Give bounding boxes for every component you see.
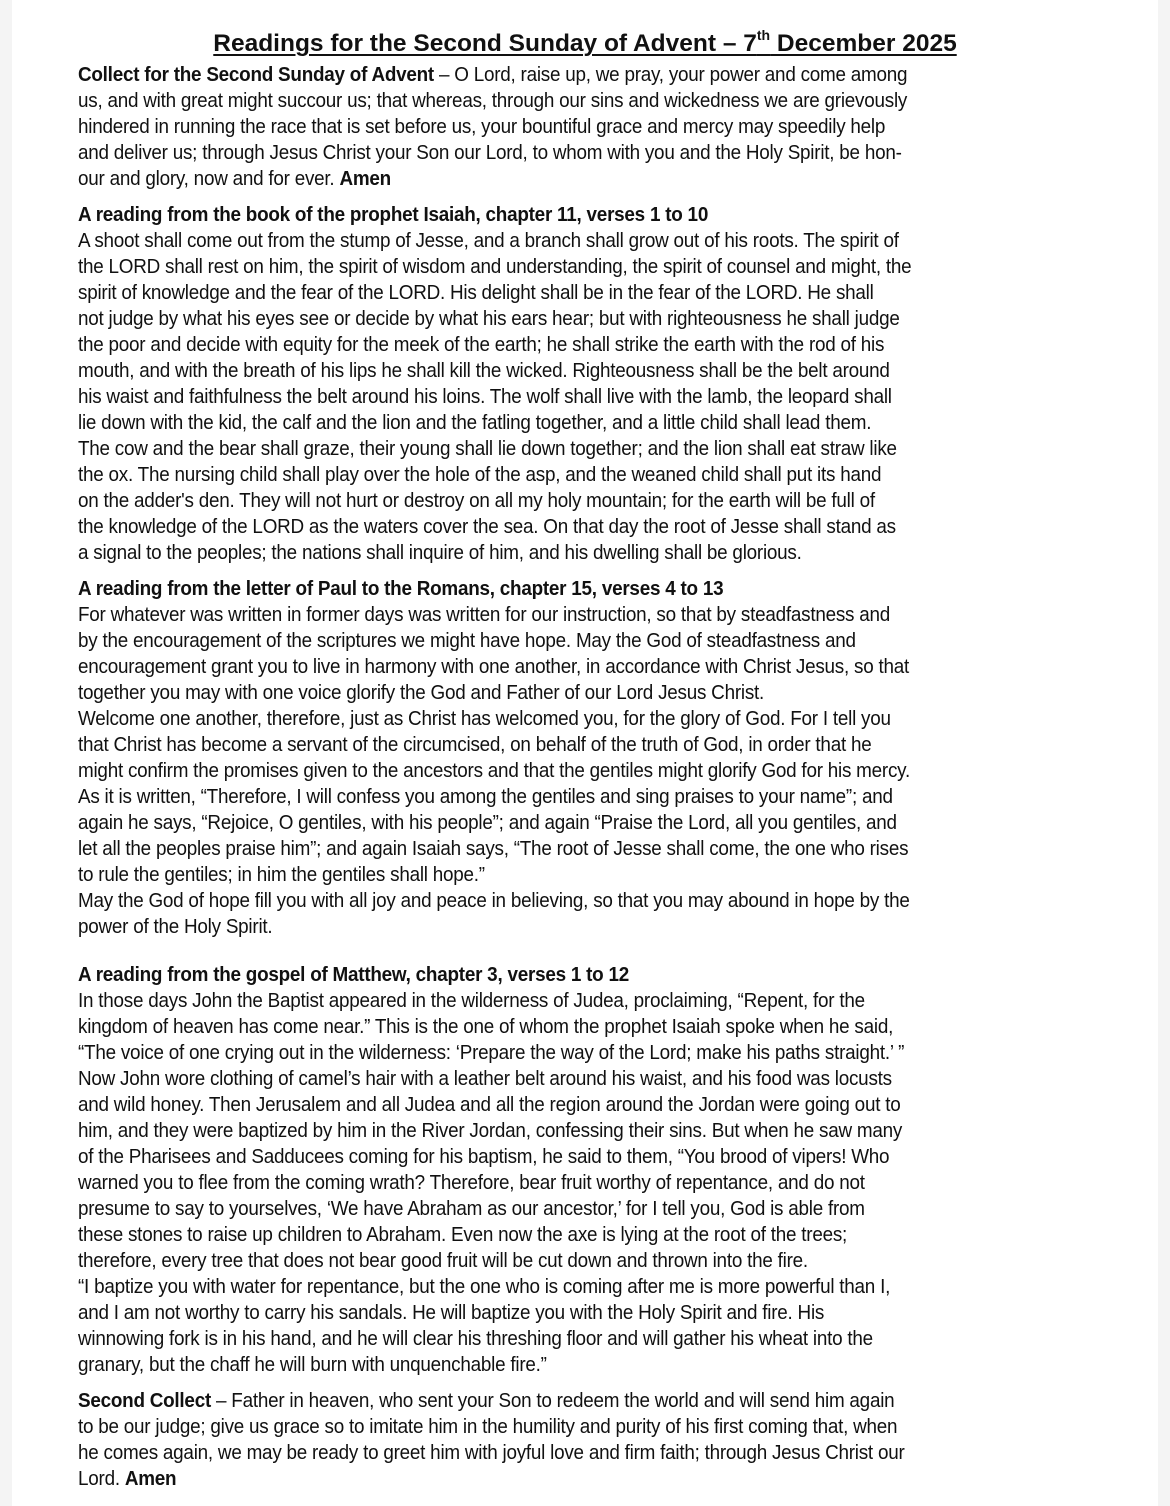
text-line: As it is written, “Therefore, I will confess you among the gentiles and sing praises to your name”; and: [78, 786, 893, 808]
text-line: these stones to raise up children to Abraham. Even now the axe is lying at the root of the trees;: [78, 1224, 848, 1246]
text-line: For whatever was written in former days was written for our instruction, so that by steadfastness and: [78, 604, 891, 626]
text-line: therefore, every tree that does not bear good fruit will be cut down and thrown into the fire.: [78, 1250, 808, 1272]
text-line: A shoot shall come out from the stump of Jesse, and a branch shall grow out of his roots. The spirit of: [78, 230, 899, 252]
text-line: the ox. The nursing child shall play over the hole of the asp, and the weaned child shall put its hand: [78, 464, 882, 486]
text-line: In those days John the Baptist appeared in the wilderness of Judea, proclaiming, “Repent, for the: [78, 990, 865, 1012]
text-line: together you may with one voice glorify the God and Father of our Lord Jesus Christ.: [78, 682, 765, 704]
matthew-text: [78, 988, 1118, 1378]
romans-text: [78, 602, 1118, 940]
text-line: warned you to flee from the coming wrath? Therefore, bear fruit worthy of repentance, and do not: [78, 1172, 865, 1194]
text-line: might confirm the promises given to the ancestors and that the gentiles might glorify God for his mercy.: [78, 760, 910, 782]
romans-heading: A reading from the letter of Paul to the Romans, chapter 15, verses 4 to 13: [78, 578, 724, 600]
text-line: “I baptize you with water for repentance, but the one who is coming after me is more powerful than I,: [78, 1276, 891, 1298]
text-line: encouragement grant you to live in harmony with one another, in accordance with Christ Jesus, so that: [78, 656, 909, 678]
collect-section: [78, 62, 1118, 192]
collect-line: [78, 62, 908, 88]
collect-line: and deliver us; through Jesus Christ your Son our Lord, to whom with you and the Holy Spirit, be hon-: [78, 142, 902, 164]
second-collect-text: – Father in heaven, who sent your Son to redeem the world and will send him again: [211, 1390, 895, 1412]
text-line: a signal to the peoples; the nations shall inquire of him, and his dwelling shall be glorious.: [78, 542, 802, 564]
second-collect-amen: Amen: [124, 1468, 177, 1490]
text-line: the knowledge of the LORD as the waters cover the sea. On that day the root of Jesse shall stand as: [78, 516, 896, 538]
collect-line: [78, 166, 390, 192]
isaiah-text: [78, 228, 1118, 566]
text-line: The cow and the bear shall graze, their young shall lie down together; and the lion shall eat straw like: [78, 438, 897, 460]
matthew-reading: [78, 962, 1118, 1378]
text-line: power of the Holy Spirit.: [78, 916, 273, 938]
second-collect-line: [78, 1388, 895, 1414]
text-line: let all the peoples praise him”; and again Isaiah says, “The root of Jesse shall come, the one who rises: [78, 838, 909, 860]
text-line: not judge by what his eyes see or decide by what his ears hear; but with righteousness he shall judge: [78, 308, 900, 330]
collect-text: – O Lord, raise up, we pray, your power and come among: [433, 64, 908, 86]
second-collect-line: to be our judge; give us grace so to imitate him in the humility and purity of his first coming that, when: [78, 1416, 898, 1438]
title-ordinal-suffix: th: [756, 27, 771, 43]
text-line: winnowing fork is in his hand, and he will clear his threshing floor and will gather his wheat into the: [78, 1328, 873, 1350]
text-line: granary, but the chaff he will burn with unquenchable fire.”: [78, 1354, 547, 1376]
collect-line: us, and with great might succour us; that whereas, through our sins and wickedness we are grievously: [78, 90, 908, 112]
text-line: the poor and decide with equity for the meek of the earth; he shall strike the earth with the rod of his: [78, 334, 885, 356]
collect-text: our and glory, now and for ever.: [78, 168, 340, 190]
isaiah-reading: [78, 202, 1118, 566]
text-line: him, and they were baptized by him in the River Jordan, confessing their sins. But when he saw many: [78, 1120, 903, 1142]
text-line: his waist and faithfulness the belt around his loins. The wolf shall live with the lamb, the leopard shall: [78, 386, 892, 408]
text-line: Welcome one another, therefore, just as Christ has welcomed you, for the glory of God. For I tell you: [78, 708, 891, 730]
text-line: that Christ has become a servant of the circumcised, on behalf of the truth of God, in order that he: [78, 734, 872, 756]
text-line: again he says, “Rejoice, O gentiles, with his people”; and again “Praise the Lord, all you gentiles, and: [78, 812, 897, 834]
title-main: Readings for the Second Sunday of Advent – 7: [213, 30, 757, 58]
collect-amen: Amen: [339, 168, 391, 190]
text-line: Now John wore clothing of camel’s hair with a leather belt around his waist, and his food was locusts: [78, 1068, 892, 1090]
text-line: “The voice of one crying out in the wilderness: ‘Prepare the way of the Lord; make his paths straight.’ ”: [78, 1042, 905, 1064]
text-line: by the encouragement of the scriptures we might have hope. May the God of steadfastness and: [78, 630, 856, 652]
text-line: to rule the gentiles; in him the gentiles shall hope.”: [78, 864, 485, 886]
second-collect-line: [78, 1466, 177, 1492]
matthew-heading: A reading from the gospel of Matthew, chapter 3, verses 1 to 12: [78, 964, 629, 986]
title-date: December 2025: [770, 30, 957, 58]
text-line: and wild honey. Then Jerusalem and all Judea and all the region around the Jordan were going out to: [78, 1094, 901, 1116]
text-line: lie down with the kid, the calf and the lion and the fatling together, and a little child shall lead them.: [78, 412, 872, 434]
second-collect-line: he comes again, we may be ready to greet him with joyful love and firm faith; through Jesus Christ our: [78, 1442, 905, 1464]
text-line: May the God of hope fill you with all joy and peace in believing, so that you may abound in hope by the: [78, 890, 910, 912]
second-collect-section: [78, 1388, 1118, 1492]
page-title: [0, 22, 1170, 59]
text-line: spirit of knowledge and the fear of the LORD. His delight shall be in the fear of the LORD. He shall: [78, 282, 874, 304]
romans-reading: [78, 576, 1118, 940]
second-collect-text: Lord.: [78, 1468, 125, 1490]
text-line: of the Pharisees and Sadducees coming for his baptism, he said to them, “You brood of vipers! Who: [78, 1146, 890, 1168]
text-line: and I am not worthy to carry his sandals. He will baptize you with the Holy Spirit and fire. His: [78, 1302, 825, 1324]
collect-label: Collect for the Second Sunday of Advent: [78, 64, 434, 86]
text-line: on the adder's den. They will not hurt or destroy on all my holy mountain; for the earth will be full of: [78, 490, 875, 512]
isaiah-heading: A reading from the book of the prophet Isaiah, chapter 11, verses 1 to 10: [78, 204, 709, 226]
second-collect-label: Second Collect: [78, 1390, 212, 1412]
collect-line: hindered in running the race that is set before us, your bountiful grace and mercy may speedily help: [78, 116, 886, 138]
text-line: presume to say to yourselves, ‘We have Abraham as our ancestor,’ for I tell you, God is able from: [78, 1198, 865, 1220]
text-line: the LORD shall rest on him, the spirit of wisdom and understanding, the spirit of counsel and might, the: [78, 256, 912, 278]
text-line: mouth, and with the breath of his lips he shall kill the wicked. Righteousness shall be the belt around: [78, 360, 890, 382]
text-line: kingdom of heaven has come near.” This is the one of whom the prophet Isaiah spoke when he said,: [78, 1016, 894, 1038]
page-title-text: [213, 27, 957, 58]
